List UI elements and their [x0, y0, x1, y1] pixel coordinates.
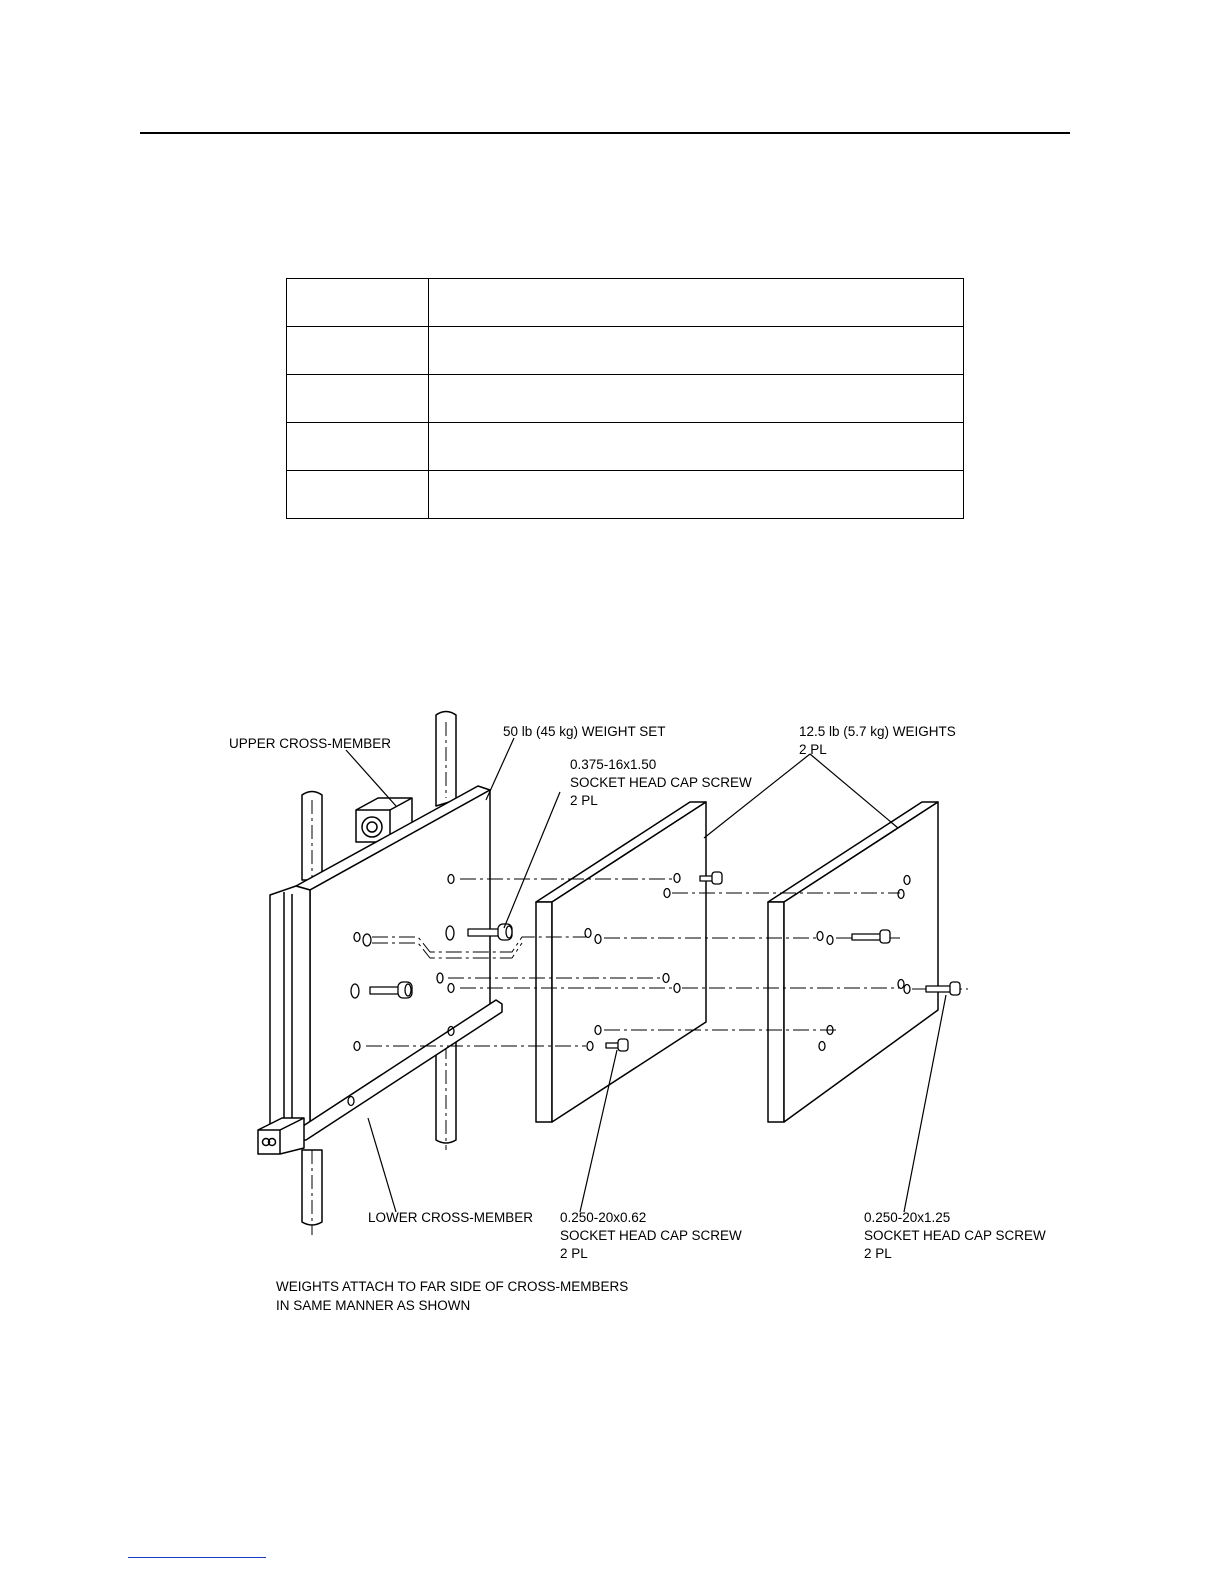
- label-upper-cross-member: UPPER CROSS-MEMBER: [229, 736, 392, 751]
- label-weights-small-qty: 2 PL: [799, 742, 827, 757]
- lower-clamp-block: [258, 1118, 304, 1154]
- label-screw-long-size: 0.250-20x1.25: [864, 1210, 951, 1225]
- label-screw-large-qty: 2 PL: [570, 793, 598, 808]
- label-screw-large-type: SOCKET HEAD CAP SCREW: [570, 775, 752, 790]
- label-screw-short-qty: 2 PL: [560, 1246, 588, 1261]
- figure-note-line1: WEIGHTS ATTACH TO FAR SIDE OF CROSS-MEMBERS: [276, 1279, 629, 1294]
- label-lower-cross-member: LOWER CROSS-MEMBER: [368, 1210, 534, 1225]
- label-screw-long-qty: 2 PL: [864, 1246, 892, 1261]
- footer-link-rule: [128, 1557, 266, 1558]
- small-weight-plate: [536, 802, 706, 1122]
- label-weight-set: 50 lb (45 kg) WEIGHT SET: [503, 724, 666, 739]
- label-screw-short-type: SOCKET HEAD CAP SCREW: [560, 1228, 742, 1243]
- label-weights-small: 12.5 lb (5.7 kg) WEIGHTS: [799, 724, 956, 739]
- label-screw-short-size: 0.250-20x0.62: [560, 1210, 647, 1225]
- small-weight-plate: [768, 802, 938, 1122]
- label-screw-large-size: 0.375-16x1.50: [570, 757, 657, 772]
- label-screw-long-type: SOCKET HEAD CAP SCREW: [864, 1228, 1046, 1243]
- figure-note-line2: IN SAME MANNER AS SHOWN: [276, 1298, 471, 1313]
- side-channel: [270, 886, 310, 1130]
